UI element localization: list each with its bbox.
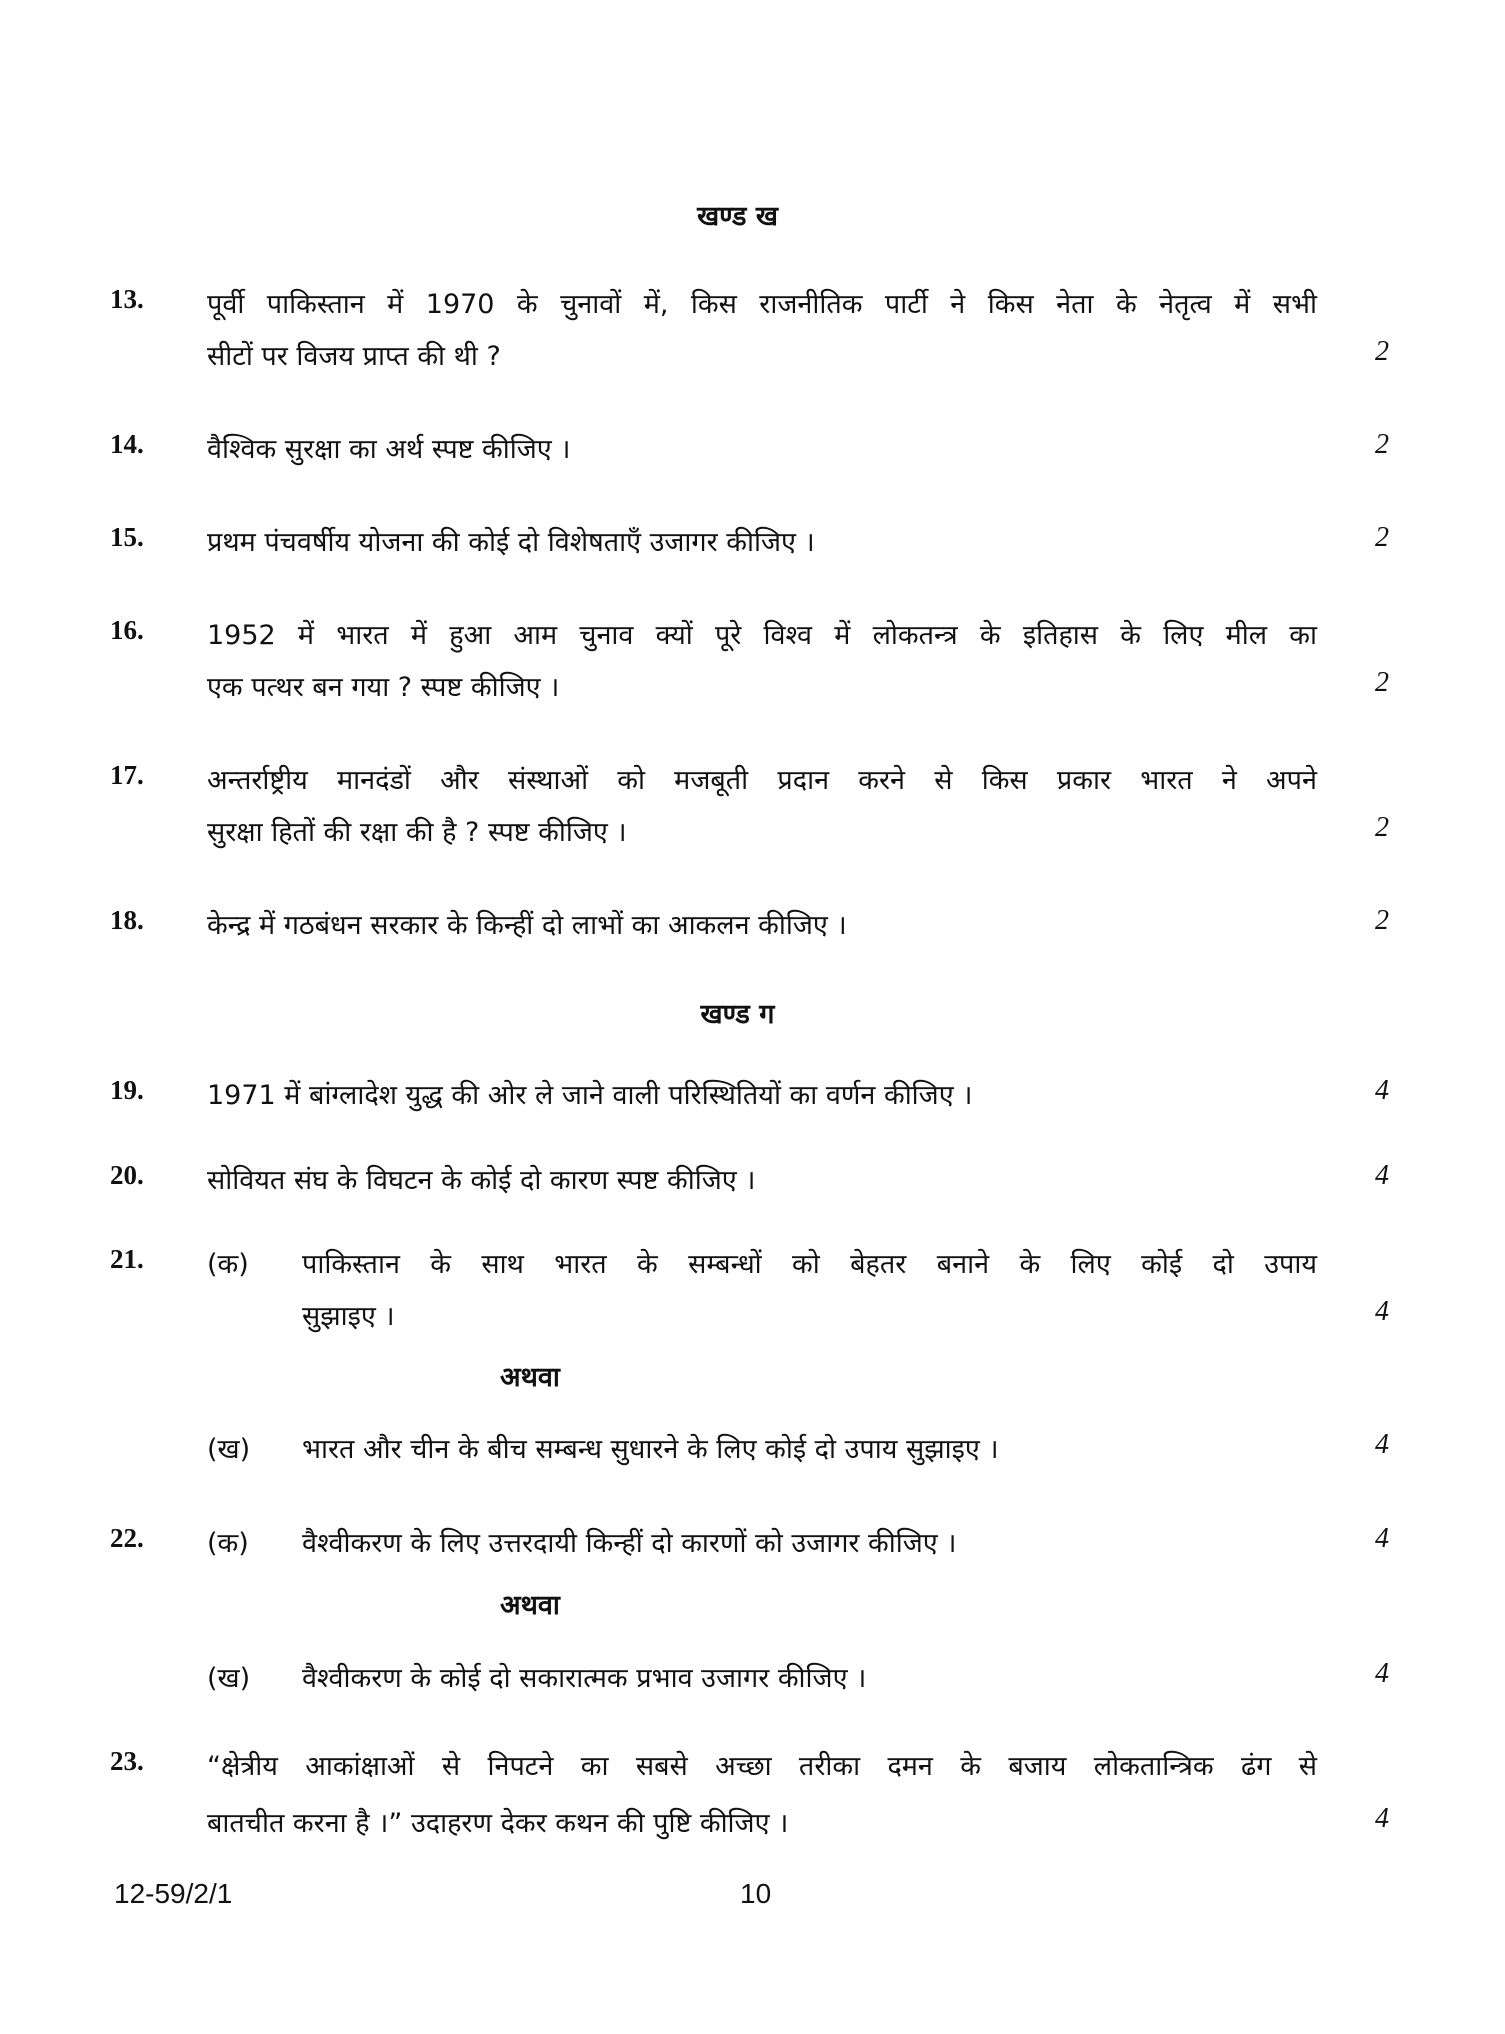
question-number: 22. [110, 1523, 144, 1553]
section-heading-c: खण्ड ग [700, 999, 775, 1030]
question-text: बातचीत करना है ।” उदाहरण देकर कथन की पुष्टि कीजिए । [207, 1808, 789, 1839]
section-heading-b: खण्ड ख [697, 201, 778, 232]
question-number: 21. [110, 1244, 144, 1274]
question-text: अन्तर्राष्ट्रीय मानदंडों और संस्थाओं को मजबूती प्रदान करने से किस प्रकार भारत ने अपने [207, 765, 1317, 796]
question-marks: 2 [1375, 522, 1389, 553]
question-number: 15. [110, 522, 144, 552]
question-marks: 2 [1375, 812, 1389, 843]
or-label: अथवा [500, 1362, 560, 1393]
question-text: एक पत्थर बन गया ? स्पष्ट कीजिए । [207, 672, 560, 703]
question-number: 20. [110, 1160, 144, 1190]
option-label-a: (क) [207, 1528, 249, 1559]
question-number: 13. [110, 284, 144, 314]
question-text: सीटों पर विजय प्राप्त की थी ? [207, 341, 501, 372]
option-label-b: (ख) [207, 1434, 251, 1465]
question-marks: 2 [1375, 905, 1389, 936]
question-marks: 4 [1375, 1803, 1389, 1834]
question-number: 17. [110, 760, 144, 790]
option-label-b: (ख) [207, 1663, 251, 1694]
question-text: वैश्विक सुरक्षा का अर्थ स्पष्ट कीजिए । [207, 434, 571, 465]
option-text-b: भारत और चीन के बीच सम्बन्ध सुधारने के लिए कोई दो उपाय सुझाइए । [302, 1434, 999, 1465]
question-number: 18. [110, 905, 144, 935]
question-marks: 4 [1375, 1658, 1389, 1689]
question-marks: 4 [1375, 1296, 1389, 1327]
question-number: 16. [110, 615, 144, 645]
question-text: 1971 में बांग्लादेश युद्ध की ओर ले जाने वाली परिस्थितियों का वर्णन कीजिए । [207, 1080, 973, 1111]
option-text-a: सुझाइए । [302, 1301, 395, 1332]
option-text-a: वैश्वीकरण के लिए उत्तरदायी किन्हीं दो कारणों को उजागर कीजिए । [302, 1528, 957, 1559]
question-marks: 4 [1375, 1523, 1389, 1554]
question-marks: 2 [1375, 336, 1389, 367]
option-text-b: वैश्वीकरण के कोई दो सकारात्मक प्रभाव उजागर कीजिए । [302, 1663, 867, 1694]
question-text: सोवियत संघ के विघटन के कोई दो कारण स्पष्ट कीजिए । [207, 1165, 756, 1196]
question-text: 1952 में भारत में हुआ आम चुनाव क्यों पूरे विश्व में लोकतन्त्र के इतिहास के लिए मील का [207, 620, 1317, 651]
question-marks: 4 [1375, 1160, 1389, 1191]
paper-code: 12-59/2/1 [114, 1878, 233, 1909]
question-number: 23. [110, 1746, 144, 1776]
question-text: प्रथम पंचवर्षीय योजना की कोई दो विशेषताएँ उजागर कीजिए । [207, 527, 815, 558]
page-number: 10 [740, 1878, 772, 1909]
question-marks: 2 [1375, 667, 1389, 698]
question-marks: 2 [1375, 429, 1389, 460]
option-text-a: पाकिस्तान के साथ भारत के सम्बन्धों को बेहतर बनाने के लिए कोई दो उपाय [302, 1249, 1317, 1280]
question-marks: 4 [1375, 1429, 1389, 1460]
question-text: केन्द्र में गठबंधन सरकार के किन्हीं दो लाभों का आकलन कीजिए । [207, 910, 847, 941]
question-number: 14. [110, 429, 144, 459]
question-text: पूर्वी पाकिस्तान में 1970 के चुनावों में, किस राजनीतिक पार्टी ने किस नेता के नेतृत्व में सभी [207, 289, 1317, 320]
or-label: अथवा [500, 1590, 560, 1621]
question-text: “क्षेत्रीय आकांक्षाओं से निपटने का सबसे अच्छा तरीका दमन के बजाय लोकतान्त्रिक ढंग से [207, 1751, 1317, 1782]
question-number: 19. [110, 1075, 144, 1105]
question-text: सुरक्षा हितों की रक्षा की है ? स्पष्ट कीजिए । [207, 817, 627, 848]
question-marks: 4 [1375, 1075, 1389, 1106]
option-label-a: (क) [207, 1249, 249, 1280]
